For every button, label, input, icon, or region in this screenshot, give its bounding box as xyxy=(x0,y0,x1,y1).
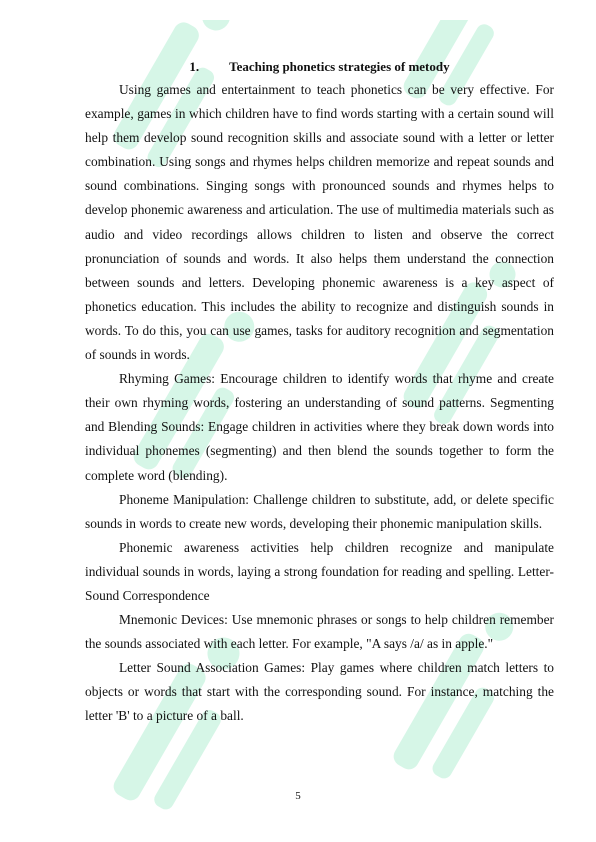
paragraph: Using games and entertainment to teach phonetics can be very effective. For example, games in which children have to find words starting with a certain sound will help them develop sound recognition skills and associate sound with a letter or letter combination. Using songs and rhymes helps children memorize and repeat sounds and sound combinations. Singing songs with pronounced sounds and rhymes helps to develop phonemic awareness and articulation. The use of multimedia materials such as audio and video recordings allows children to listen and observe the correct pronunciation of sounds and words. It also helps them understand the connection between sounds and letters. Developing phonemic awareness is a key aspect of phonetics education. This includes the ability to recognize and distinguish sounds in words. To do this, you can use games, tasks for auditory recognition and segmentation of sounds in words. xyxy=(85,82,554,363)
page-number: 5 xyxy=(295,790,301,802)
paragraph: Letter Sound Association Games: Play games where children match letters to objects or words that start with the corresponding sound. For instance, matching the letter 'B' to a picture of a ball. xyxy=(85,660,554,724)
paragraph: Phonemic awareness activities help children recognize and manipulate individual sounds in words, laying a strong foundation for reading and spelling. Letter-Sound Correspondence xyxy=(85,539,554,603)
section-number: 1. xyxy=(189,59,200,74)
document-page xyxy=(85,56,554,729)
paragraph: Rhyming Games: Encourage children to identify words that rhyme and create their own rhyming words, fostering an understanding of sound patterns. Segmenting and Blending Sounds: Engage children in activities where they break down words into individual phonemes (segmenting) and then blend the sounds together to form the complete word (blending). xyxy=(85,371,554,483)
paragraph: Phoneme Manipulation: Challenge children to substitute, add, or delete specific sounds in words to create new words, developing their phonemic manipulation skills. xyxy=(85,491,554,531)
section-heading xyxy=(85,56,554,78)
section-title: Teaching phonetics strategies of metody xyxy=(229,59,450,74)
paragraph: Mnemonic Devices: Use mnemonic phrases or songs to help children remember the sounds associated with each letter. For example, "A says /a/ as in apple." xyxy=(85,612,554,652)
